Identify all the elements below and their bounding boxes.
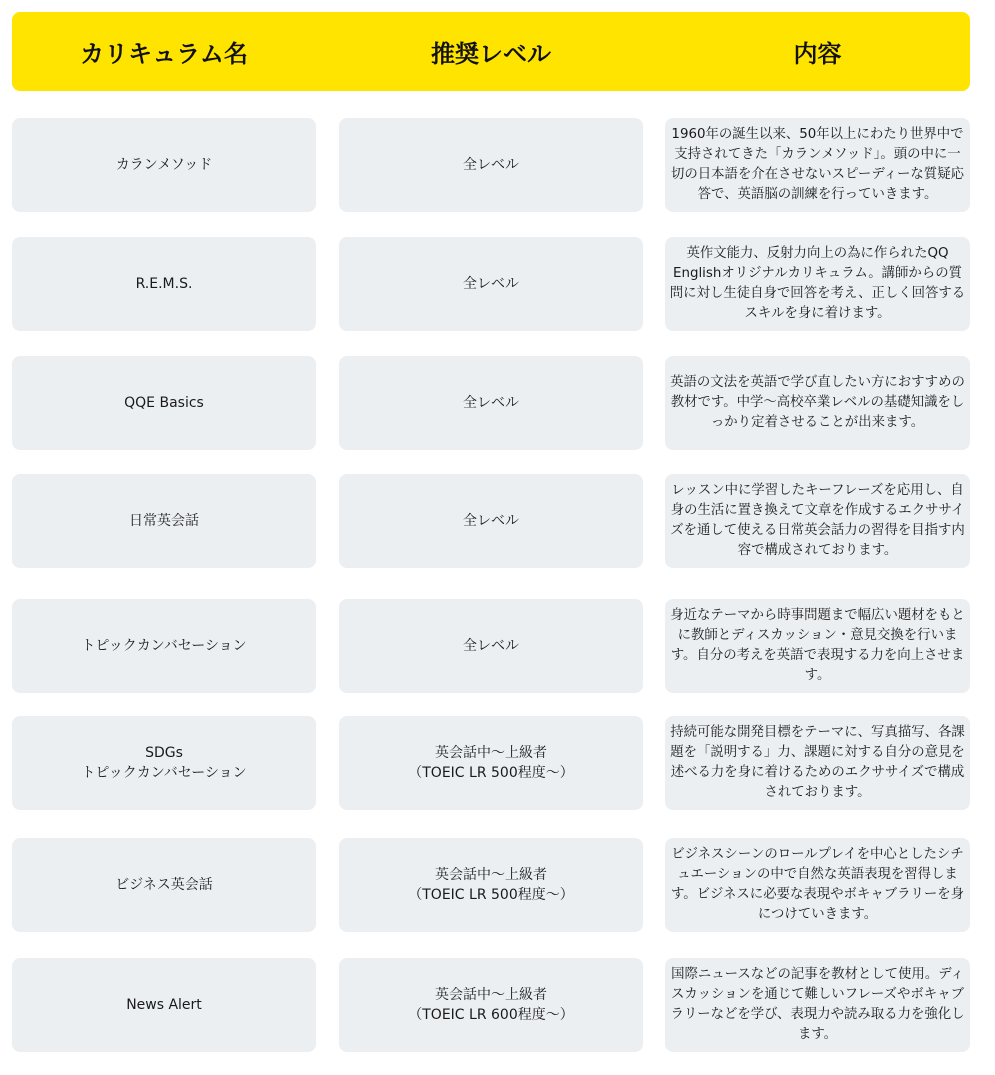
curriculum-name: 日常英会話 <box>129 513 199 529</box>
curriculum-name-cell <box>12 118 316 212</box>
recommended-level-cell <box>339 356 643 450</box>
header-recommended-level: 推奨レベル <box>431 40 551 68</box>
table-row <box>0 356 995 450</box>
curriculum-name-cell <box>12 356 316 450</box>
content-description: 英語の文法を英語で学び直したい方におすすめの教材です。中学〜高校卒業レベルの基礎知識をしっかり定着させることが出来ます。 <box>670 375 965 430</box>
content-description: レッスン中に学習したキーフレーズを応用し、自身の生活に置き換えて文章を作成するエクササイズを通して使える日常英会話力の習得を目指す内容で構成されております。 <box>670 483 965 558</box>
content-cell <box>665 958 970 1052</box>
table-row <box>0 599 995 693</box>
content-cell <box>665 716 970 810</box>
recommended-level: 全レベル <box>463 395 519 411</box>
curriculum-name-cell <box>12 958 316 1052</box>
curriculum-name: SDGs トピックカンバセーション <box>81 745 247 781</box>
curriculum-name: カランメソッド <box>115 157 213 173</box>
curriculum-name: ビジネス英会話 <box>115 877 213 893</box>
content-cell <box>665 118 970 212</box>
recommended-level: 英会話中〜上級者 （TOEIC LR 500程度〜） <box>408 867 574 903</box>
recommended-level-cell <box>339 716 643 810</box>
curriculum-name-cell <box>12 599 316 693</box>
header-content: 内容 <box>793 40 842 68</box>
curriculum-name-cell <box>12 237 316 331</box>
table-row <box>0 838 995 932</box>
recommended-level-cell <box>339 237 643 331</box>
content-description: 身近なテーマから時事問題まで幅広い題材をもとに教師とディスカッション・意見交換を行います。自分の考えを英語で表現する力を向上させます。 <box>670 608 965 683</box>
table-header <box>12 12 970 91</box>
curriculum-name: News Alert <box>126 997 202 1013</box>
recommended-level: 全レベル <box>463 513 519 529</box>
recommended-level-cell <box>339 838 643 932</box>
content-description: 国際ニュースなどの記事を教材として使用。ディスカッションを通じて難しいフレーズやボキャブラリーなどを学び、表現力や読み取る力を強化します。 <box>670 967 965 1042</box>
content-cell <box>665 838 970 932</box>
table-row <box>0 237 995 331</box>
content-description: ビジネスシーンのロールプレイを中心としたシチュエーションの中で自然な英語表現を習得します。ビジネスに必要な表現やボキャブラリーを身につけていきます。 <box>670 847 965 922</box>
curriculum-name-cell <box>12 716 316 810</box>
content-description: 持続可能な開発目標をテーマに、写真描写、各課題を「説明する」力、課題に対する自分の意見を述べる力を身に着けるためのエクササイズで構成されております。 <box>670 725 965 800</box>
recommended-level: 全レベル <box>463 276 519 292</box>
content-cell <box>665 599 970 693</box>
table-row <box>0 474 995 568</box>
recommended-level-cell <box>339 118 643 212</box>
recommended-level: 英会話中〜上級者 （TOEIC LR 500程度〜） <box>408 745 574 781</box>
content-description: 英作文能力、反射力向上の為に作られたQQ Englishオリジナルカリキュラム。講師からの質問に対し生徒自身で回答を考え、正しく回答するスキルを身に着けます。 <box>669 246 966 321</box>
recommended-level-cell <box>339 474 643 568</box>
curriculum-name-cell <box>12 474 316 568</box>
curriculum-name: R.E.M.S. <box>135 276 193 292</box>
content-cell <box>665 474 970 568</box>
curriculum-name-cell <box>12 838 316 932</box>
content-cell <box>665 237 970 331</box>
curriculum-name: QQE Basics <box>124 395 204 411</box>
table-row <box>0 118 995 212</box>
recommended-level-cell <box>339 958 643 1052</box>
content-cell <box>665 356 970 450</box>
curriculum-name: トピックカンバセーション <box>81 638 247 654</box>
recommended-level: 英会話中〜上級者 （TOEIC LR 600程度〜） <box>408 987 574 1023</box>
header-curriculum-name: カリキュラム名 <box>80 40 248 68</box>
table-row <box>0 958 995 1052</box>
recommended-level-cell <box>339 599 643 693</box>
recommended-level: 全レベル <box>463 638 519 654</box>
recommended-level: 全レベル <box>463 157 519 173</box>
table-row <box>0 716 995 810</box>
content-description: 1960年の誕生以来、50年以上にわたり世界中で支持されてきた「カランメソッド」。頭の中に一切の日本語を介在させないスピーディーな質疑応答で、英語脳の訓練を行っていきます。 <box>671 127 964 202</box>
